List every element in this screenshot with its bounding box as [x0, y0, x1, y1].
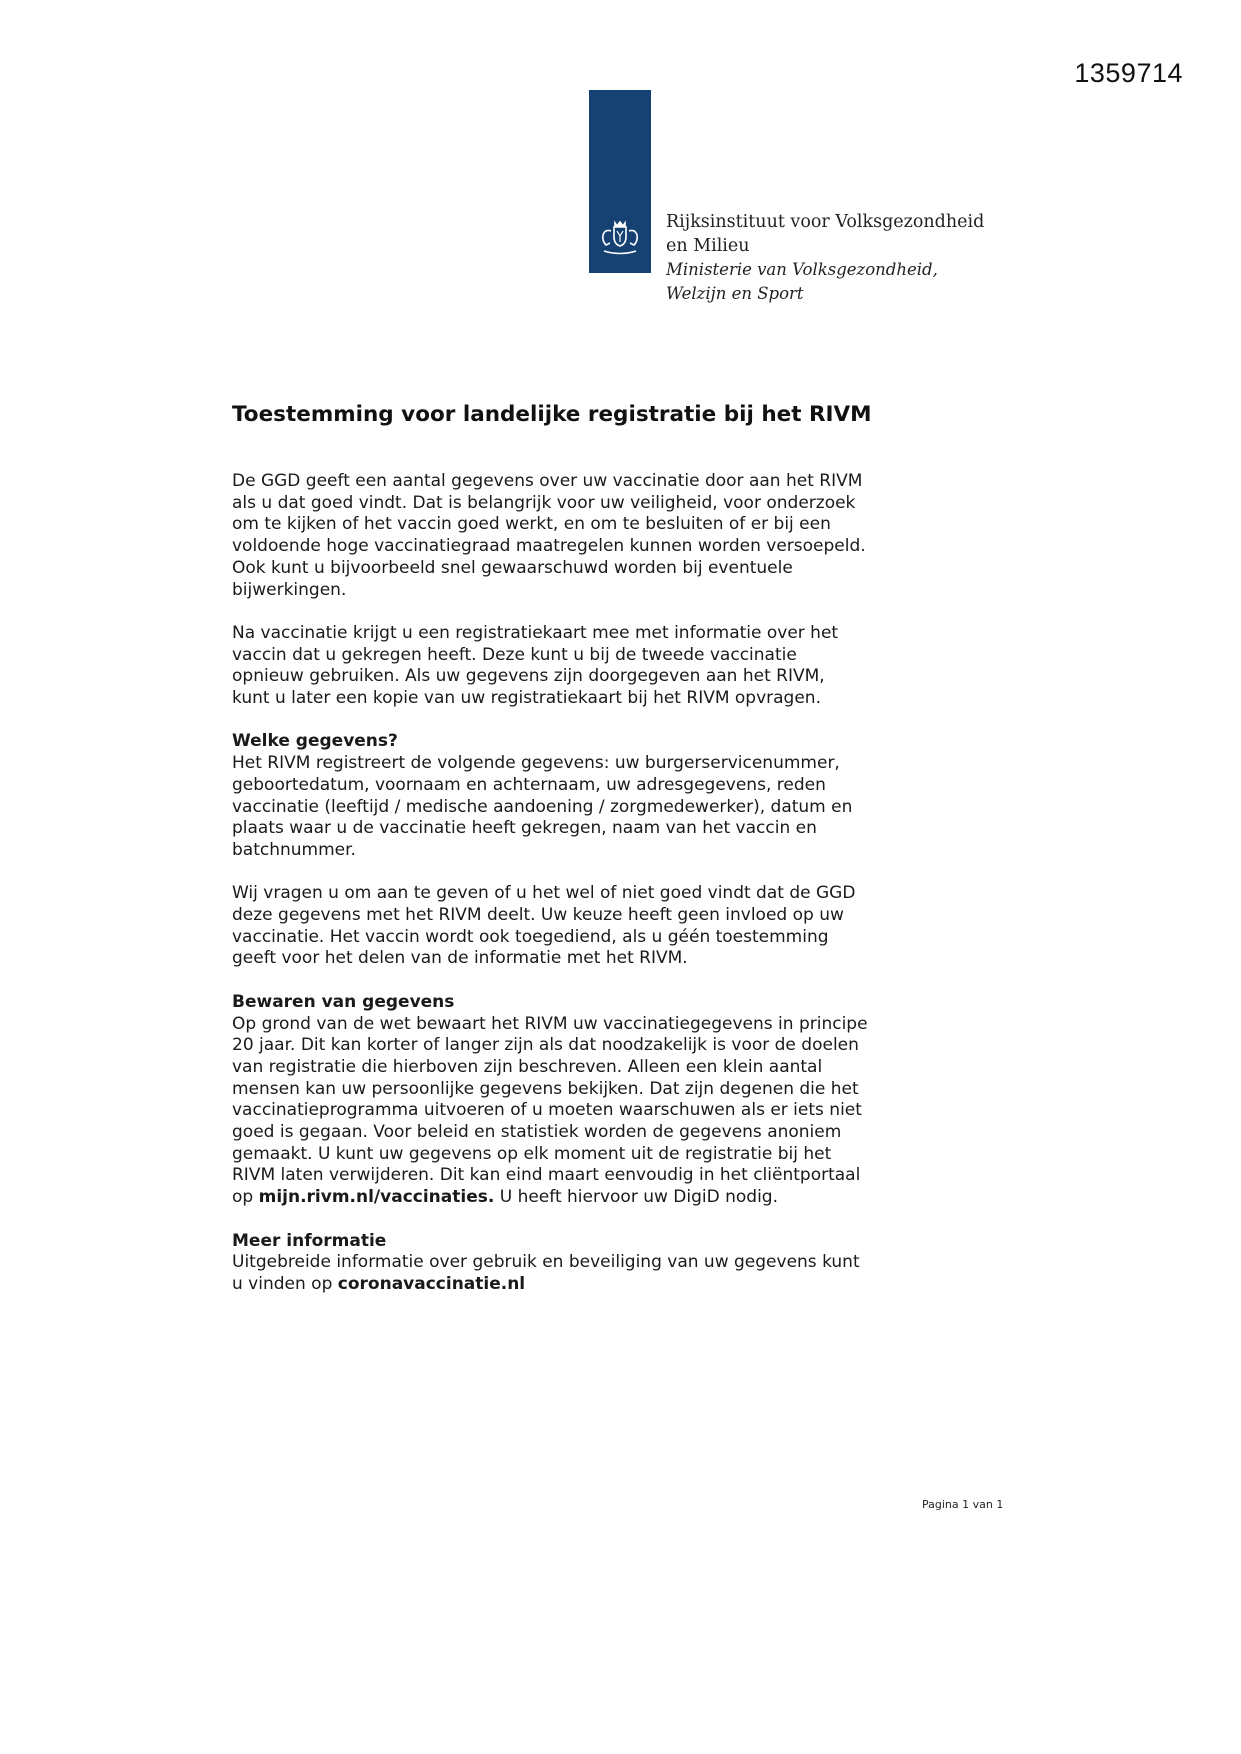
intro-paragraph [232, 471, 932, 601]
org-name-line2: en Milieu [666, 235, 750, 256]
section-meer-informatie [232, 1231, 932, 1296]
text-line: om te kijken of het vaccin goed werkt, en om te besluiten of er bij een [232, 514, 831, 535]
ministry-line1: Ministerie van Volksgezondheid, [666, 260, 938, 279]
text-line: De GGD geeft een aantal gegevens over uw vaccinatie door aan het RIVM [232, 471, 863, 491]
text-line: Het RIVM registreert de volgende gegevens: uw burgerservicenummer, [232, 753, 840, 774]
text-fragment: op [232, 1187, 259, 1208]
logo-text [666, 211, 984, 305]
mijn-rivm-link[interactable]: mijn.rivm.nl/vaccinaties. [258, 1187, 495, 1208]
text-line: Op grond van de wet bewaart het RIVM uw vaccinatiegegevens in principe [232, 1013, 868, 1034]
section-welke-gegevens [232, 731, 932, 861]
page-title: Toestemming voor landelijke registratie bij het RIVM [232, 402, 872, 427]
page-number: Pagina 1 van 1 [922, 1498, 1004, 1511]
section-heading: Welke gegevens? [232, 731, 398, 752]
section-bewaren-van-gegevens [232, 992, 932, 1209]
text-line: voldoende hoge vaccinatiegraad maatregelen kunnen worden versoepeld. [232, 536, 866, 557]
text-line: Wij vragen u om aan te geven of u het wel of niet goed vindt dat de GGD [232, 883, 856, 904]
text-fragment: u vinden op [232, 1273, 338, 1294]
consent-paragraph [232, 883, 932, 970]
document-body [232, 402, 932, 1317]
text-line: opnieuw gebruiken. Als uw gegevens zijn doorgegeven aan het RIVM, [232, 666, 825, 687]
logo-bar [589, 90, 651, 273]
text-line: vaccinatieprogramma uitvoeren of u moeten waarschuwen als er iets niet [232, 1100, 862, 1121]
text-line [232, 1187, 932, 1209]
coat-of-arms-icon [596, 217, 644, 257]
org-name-line1: Rijksinstituut voor Volksgezondheid [666, 212, 985, 232]
text-line: vaccin dat u gekregen heeft. Deze kunt u bij de tweede vaccinatie [232, 644, 797, 665]
text-line: geboortedatum, voornaam en achternaam, uw adresgegevens, reden [232, 774, 826, 795]
text-line: deze gegevens met het RIVM deelt. Uw keuze heeft geen invloed op uw [232, 905, 844, 926]
text-fragment: U heeft hiervoor uw DigiD nodig. [494, 1187, 778, 1208]
text-line: geeft voor het delen van de informatie met het RIVM. [232, 948, 688, 969]
text-line: RIVM laten verwijderen. Dit kan eind maart eenvoudig in het cliëntportaal [232, 1165, 861, 1186]
text-line: vaccinatie (leeftijd / medische aandoening / zorgmedewerker), datum en [232, 796, 853, 817]
section-heading: Meer informatie [232, 1230, 387, 1251]
text-line: Na vaccinatie krijgt u een registratiekaart mee met informatie over het [232, 622, 839, 643]
document-id: 1359714 [1074, 58, 1183, 88]
text-line: 20 jaar. Dit kan korter of langer zijn als dat noodzakelijk is voor de doelen [232, 1035, 859, 1056]
text-line: mensen kan uw persoonlijke gegevens bekijken. Dat zijn degenen die het [232, 1078, 859, 1099]
text-line: Uitgebreide informatie over gebruik en beveiliging van uw gegevens kunt [232, 1252, 860, 1273]
text-line: plaats waar u de vaccinatie heeft gekregen, naam van het vaccin en [232, 818, 817, 839]
ministry-line2: Welzijn en Sport [666, 283, 804, 303]
text-line: Ook kunt u bijvoorbeeld snel gewaarschuwd worden bij eventuele [232, 557, 793, 578]
section-heading: Bewaren van gegevens [232, 991, 455, 1012]
text-line [232, 1274, 932, 1296]
text-line: vaccinatie. Het vaccin wordt ook toegediend, als u géén toestemming [232, 926, 829, 947]
text-line: gemaakt. U kunt uw gegevens op elk moment uit de registratie bij het [232, 1143, 832, 1164]
text-line: als u dat goed vindt. Dat is belangrijk voor uw veiligheid, voor onderzoek [232, 492, 856, 513]
text-line: batchnummer. [232, 839, 356, 860]
text-line: van registratie die hierboven zijn beschreven. Alleen een klein aantal [232, 1056, 823, 1077]
registration-card-paragraph [232, 623, 932, 710]
text-line: kunt u later een kopie van uw registratiekaart bij het RIVM opvragen. [232, 688, 821, 709]
text-line: goed is gegaan. Voor beleid en statistiek worden de gegevens anoniem [232, 1122, 842, 1143]
coronavaccinatie-link[interactable]: coronavaccinatie.nl [337, 1273, 526, 1294]
text-line: bijwerkingen. [232, 579, 347, 600]
